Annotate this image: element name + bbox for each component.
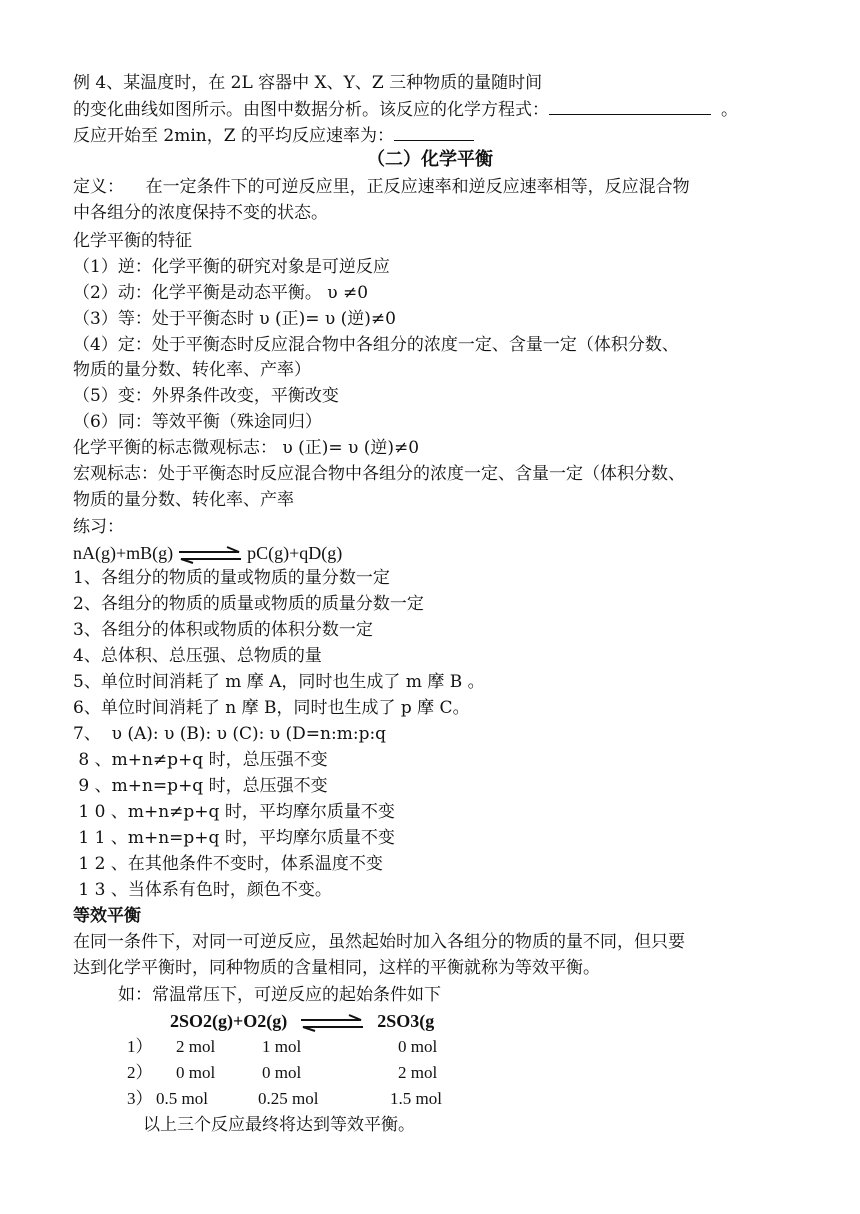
feature-item: （2）动：化学平衡是动态平衡。 υ ≠0 <box>73 283 369 303</box>
equivalent-title: 等效平衡 <box>73 906 141 926</box>
example4-line3-text: 反应开始至 2min，Z 的平均反应速率为： <box>73 126 394 146</box>
feature-item: 物质的量分数、转化率、产率） <box>73 360 311 380</box>
feature-item: （4）定：处于平衡态时反应混合物中各组分的浓度一定、含量一定（体积分数、 <box>73 335 679 355</box>
row-label: 2） <box>127 1063 153 1082</box>
so3-product: 2SO3(g <box>377 1011 435 1031</box>
practice-item: 5、单位时间消耗了 m 摩 A，同时也生成了 m 摩 B 。 <box>73 672 485 692</box>
practice-item: 7、 υ (A): υ (B): υ (C): υ (D=n:m:p:q <box>73 724 387 744</box>
feature-item: （6）同：等效平衡（殊途同归） <box>73 412 322 432</box>
so2-amount: 0.5 mol <box>156 1089 208 1108</box>
so2-amount: 2 mol <box>176 1037 216 1056</box>
row-label: 3） <box>127 1089 153 1108</box>
practice-item: 9 、m+n=p+q 时，总压强不变 <box>73 776 328 796</box>
equivalent-conclusion: 以上三个反应最终将达到等效平衡。 <box>143 1115 415 1135</box>
example4-line2 <box>73 96 738 122</box>
so3-amount: 1.5 mol <box>390 1089 442 1108</box>
feature-item: （1）逆：化学平衡的研究对象是可逆反应 <box>73 257 390 277</box>
example4-line3 <box>73 122 474 148</box>
reaction-reactants: nA(g)+mB(g) <box>73 543 174 563</box>
equivalent-reaction <box>170 1008 434 1034</box>
o2-amount: 1 mol <box>262 1037 302 1056</box>
equation-answer-blank <box>549 96 711 115</box>
macro-marker-line2: 物质的量分数、转化率、产率 <box>73 490 294 510</box>
features-title: 化学平衡的特征 <box>73 231 192 251</box>
example4-line2-text: 的变化曲线如图所示。由图中数据分析。该反应的化学方程式： <box>73 100 549 120</box>
practice-title: 练习： <box>73 517 124 537</box>
macro-marker-line1: 宏观标志：处于平衡态时反应混合物中各组分的浓度一定、含量一定（体积分数、 <box>73 464 685 484</box>
practice-item: 8 、m+n≠p+q 时，总压强不变 <box>73 750 328 770</box>
practice-item: 1 3 、当体系有色时，颜色不变。 <box>73 880 332 900</box>
equilibrium-arrow-icon <box>299 1014 365 1032</box>
micro-marker: 化学平衡的标志微观标志： υ (正)= υ (逆)≠0 <box>73 438 420 458</box>
practice-item: 2、各组分的物质的质量或物质的质量分数一定 <box>73 594 424 614</box>
definition-line1: 定义： 在一定条件下的可逆反应里，正反应速率和逆反应速率相等，反应混合物 <box>73 177 690 197</box>
practice-item: 6、单位时间消耗了 n 摩 B，同时也生成了 p 摩 C。 <box>73 698 470 718</box>
row-label: 1） <box>127 1037 153 1056</box>
so2-reactants: 2SO2(g)+O2(g) <box>170 1011 288 1031</box>
so3-amount: 2 mol <box>398 1063 438 1082</box>
example4-line2-end: 。 <box>721 100 738 120</box>
practice-item: 1、各组分的物质的量或物质的量分数一定 <box>73 568 390 588</box>
equilibrium-arrow-icon <box>177 546 243 564</box>
section-title: （二）化学平衡 <box>367 149 493 170</box>
equivalent-desc-line1: 在同一条件下，对同一可逆反应，虽然起始时加入各组分的物质的量不同，但只要 <box>73 932 685 952</box>
equivalent-intro: 如：常温常压下，可逆反应的起始条件如下 <box>118 985 441 1005</box>
feature-item: （5）变：外界条件改变，平衡改变 <box>73 386 339 406</box>
feature-item: （3）等：处于平衡态时 υ (正)= υ (逆)≠0 <box>73 309 396 329</box>
practice-item: 3、各组分的体积或物质的体积分数一定 <box>73 620 373 640</box>
practice-item: 4、总体积、总压强、总物质的量 <box>73 646 322 666</box>
practice-item: 1 1 、m+n=p+q 时，平均摩尔质量不变 <box>73 828 395 848</box>
o2-amount: 0.25 mol <box>258 1089 319 1108</box>
o2-amount: 0 mol <box>262 1063 302 1082</box>
practice-item: 1 2 、在其他条件不变时，体系温度不变 <box>73 854 383 874</box>
example4-line1: 例 4、某温度时，在 2L 容器中 X、Y、Z 三种物质的量随时间 <box>73 73 543 93</box>
practice-item: 1 0 、m+n≠p+q 时，平均摩尔质量不变 <box>73 802 395 822</box>
equivalent-desc-line2: 达到化学平衡时，同种物质的含量相同，这样的平衡就称为等效平衡。 <box>73 958 600 978</box>
reaction-products: pC(g)+qD(g) <box>247 543 343 563</box>
definition-line2: 中各组分的浓度保持不变的状态。 <box>73 203 328 223</box>
so3-amount: 0 mol <box>398 1037 438 1056</box>
practice-reaction <box>73 540 342 566</box>
so2-amount: 0 mol <box>176 1063 216 1082</box>
rate-answer-blank <box>394 122 474 141</box>
